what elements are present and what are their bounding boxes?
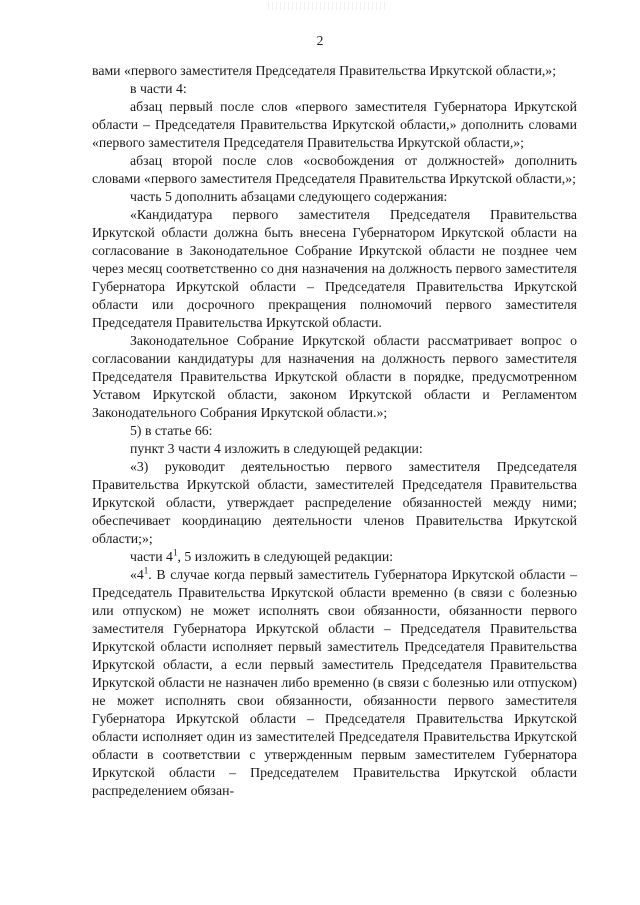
paragraph: вами «первого заместителя Председателя Правительства Иркутской области,»; (92, 63, 557, 78)
last-paragraph-prefix: «4 (130, 567, 144, 582)
paragraph: «Кандидатура первого заместителя Председателя Правительства Иркутской области должна быть внесена Губернатором Иркутской области на согласование в Законодательное Собрание Иркутской области не позднее чем через месяц соответственно со дня назначения на должность первого заместителя Губернатора Иркутской области – Председателя Правительства Иркутской области или досрочного прекращения полномочий первого заместителя Председателя Правительства Иркутской области. (92, 207, 577, 330)
page-number: 2 (316, 33, 324, 48)
paragraph: часть 5 дополнить абзацами следующего содержания: (130, 189, 448, 204)
parts-line-suffix: , 5 изложить в следующей редакции: (177, 549, 394, 564)
last-paragraph-superscript: 1 (143, 565, 149, 576)
paragraph-parts-line (92, 548, 577, 566)
last-paragraph-text: . В случае когда первый заместитель Губернатора Иркутской области – Председатель Правительства Иркутской области временно (в связи с болезнью или отпуском) не может исполнять свои обязанности, обязанности первого заместителя Губернатора Иркутской области – Председателя Правительства Иркутской области исполняет первый заместитель Председателя Правительства Иркутской области, а если первый заместитель Председателя Правительства Иркутской области не назначен либо временно (в связи с болезнью или отпуском) не может исполнять свои обязанности, обязанности первого заместителя Губернатора Иркутской области – Председателя Правительства Иркутской области исполняет один из заместителей Председателя Правительства Иркутской области в соответствии с утвержденным первым заместителем Губернатора Иркутской области – Председателем Правительства Иркутской области распределением обязан- (92, 567, 577, 798)
paragraph: Законодательное Собрание Иркутской области рассматривает вопрос о согласовании кандидатуры для назначения на должность первого заместителя Председателя Правительства Иркутской области в порядке, предусмотренном Уставом Иркутской области, законом Иркутской области и Регламентом Законодательного Собрания Иркутской области.»; (92, 333, 577, 420)
scan-artifact (268, 2, 388, 10)
paragraph: в части 4: (130, 81, 187, 96)
paragraph: абзац второй после слов «освобождения от должностей» дополнить словами «первого заместителя Председателя Правительства Иркутской области,»; (92, 153, 577, 186)
paragraph-last (92, 566, 577, 800)
paragraph: «3) руководит деятельностью первого заместителя Председателя Правительства Иркутской области, заместителей Председателя Правительства Иркутской области, утверждает распределение обязанностей между ними; обеспечивает координацию деятельности членов Правительства Иркутской области;»; (92, 459, 577, 546)
document-body (92, 62, 577, 800)
paragraph: пункт 3 части 4 изложить в следующей редакции: (130, 441, 423, 456)
parts-line-prefix: части 4 (130, 549, 173, 564)
paragraph: 5) в статье 66: (130, 423, 213, 438)
parts-line-superscript: 1 (172, 547, 178, 558)
paragraph: абзац первый после слов «первого заместителя Губернатора Иркутской области – Председателя Правительства Иркутской области,» дополнить словами «первого заместителя Председателя Правительства Иркутской области,»; (92, 99, 577, 150)
